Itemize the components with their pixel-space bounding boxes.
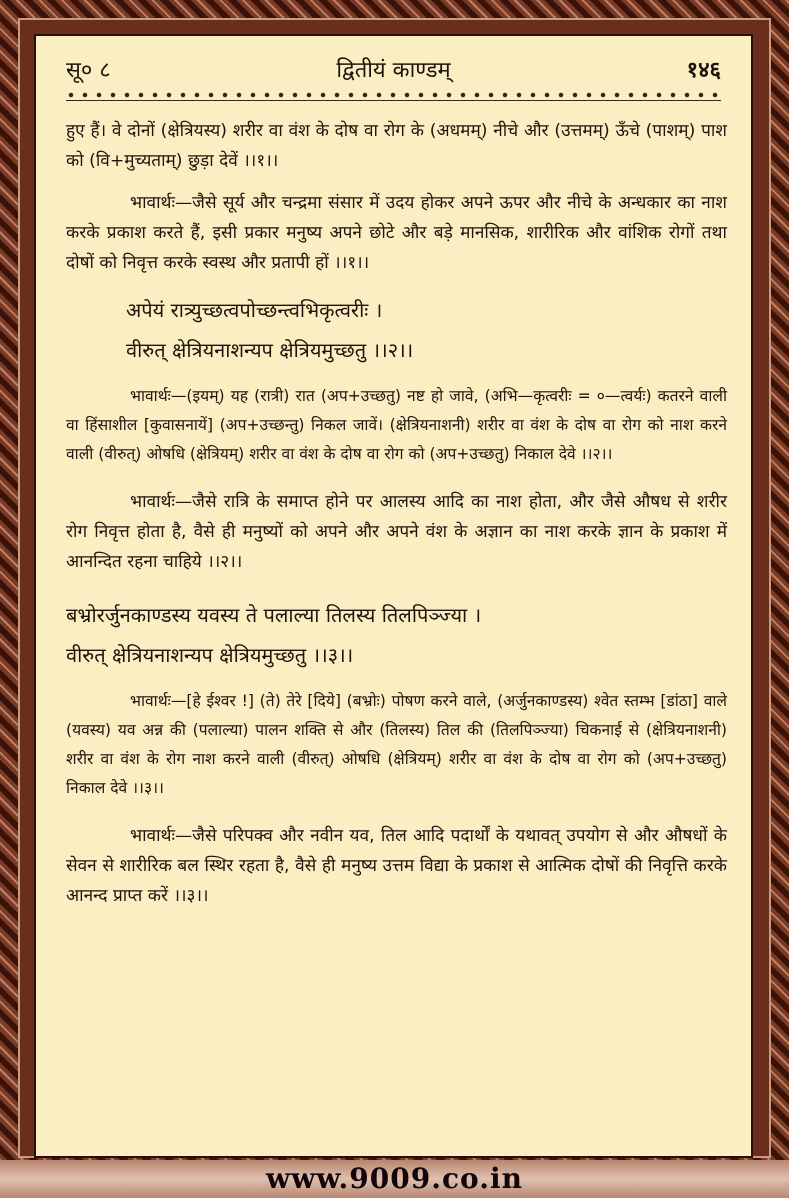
website-link[interactable]: www.9009.co.in — [266, 1162, 523, 1195]
header-rule — [66, 90, 721, 101]
commentary-paragraph: भावार्थः—(इयम्) यह (रात्री) रात (अप+उच्छतु) नष्ट हो जावे, (अभि—कृत्वरीः = ०—त्वर्यः) कतरने वाली वा हिंसाशील [कुवासनायें] (अप+उच्छन्तु) निकल जावें। (क्षेत्रियनाशनी) शरीर वा वंश के दोष वा रोग को नाश करने वाली (वीरुत्) ओषधि (क्षेत्रियम्) शरीर वा वंश के दोष वा रोग को (अप+उच्छतु) निकाल देवे ।।२।। — [66, 387, 727, 463]
page-title: द्वितीयं काण्डम् — [336, 58, 451, 83]
book-page — [34, 34, 753, 1158]
mantra-line: वीरुत् क्षेत्रियनाशन्यप क्षेत्रियमुच्छतु ।।२।। — [126, 338, 414, 362]
bhavartha-paragraph: भावार्थः—जैसे रात्रि के समाप्त होने पर आलस्य आदि का नाश होता, और जैसे औषध से शरीर रोग निवृत्त होता है, वैसे ही मनुष्यों को अपने और अपने वंश के अज्ञान का नाश करके ज्ञान के प्रकाश में आनन्दित रहना चाहिये ।।२।। — [66, 492, 727, 572]
mantra-line: बभ्रोरर्जुनकाण्डस्य यवस्य ते पलाल्या तिलस्य तिलपिञ्ज्या । — [66, 603, 482, 627]
bhavartha-paragraph: भावार्थः—जैसे परिपक्व और नवीन यव, तिल आदि पदार्थों के यथावत् उपयोग से और औषधों के सेवन से शारीरिक बल स्थिर रहता है, वैसे ही मनुष्य उत्तम विद्या के प्रकाश से आत्मिक दोषों की निवृत्ति करके आनन्द प्राप्त करें ।।३।। — [66, 826, 727, 906]
mantra-line: वीरुत् क्षेत्रियनाशन्यप क्षेत्रियमुच्छतु ।।३।। — [66, 643, 354, 667]
page-header — [66, 54, 721, 94]
mantra-line: अपेयं रात्र्युच्छत्वपोच्छन्त्वभिकृत्वरीः । — [126, 298, 383, 322]
page-content — [66, 116, 727, 911]
sutra-number: सू० ८ — [66, 58, 111, 83]
commentary-paragraph: भावार्थः—[हे ईश्वर !] (ते) तेरे [दिये] (बभ्रोः) पोषण करने वाले, (अर्जुनकाण्डस्य) श्वेत स्तम्भ [डांठा] वाले (यवस्य) यव अन्न की (पलाल्या) पालन शक्ति से और (तिलस्य) तिल की (तिलपिञ्ज्या) चिकनाई से (क्षेत्रियनाशनी) शरीर वा वंश के रोग नाश करने वाली (वीरुत्) ओषधि (क्षेत्रियम्) शरीर वा वंश के दोष वा रोग को (अप+उच्छतु) निकाल देवे ।।३।। — [66, 692, 727, 797]
page-number: १४६ — [686, 58, 721, 83]
text-paragraph: हुए हैं। वे दोनों (क्षेत्रियस्य) शरीर वा वंश के दोष वा रोग के (अधमम्) नीचे और (उत्तमम्) ऊँचे (पाशम्) पाश को (वि+मुच्यताम्) छुड़ा देवें ।।१।। — [66, 121, 727, 171]
bhavartha-paragraph: भावार्थः—जैसे सूर्य और चन्द्रमा संसार में उदय होकर अपने ऊपर और नीचे के अन्धकार का नाश करके प्रकाश करते हैं, इसी प्रकार मनुष्य अपने छोटे और बड़े मानसिक, शारीरिक और वांशिक रोगों तथा दोषों को निवृत्त करके स्वस्थ और प्रतापी हों ।।१।। — [66, 193, 727, 273]
